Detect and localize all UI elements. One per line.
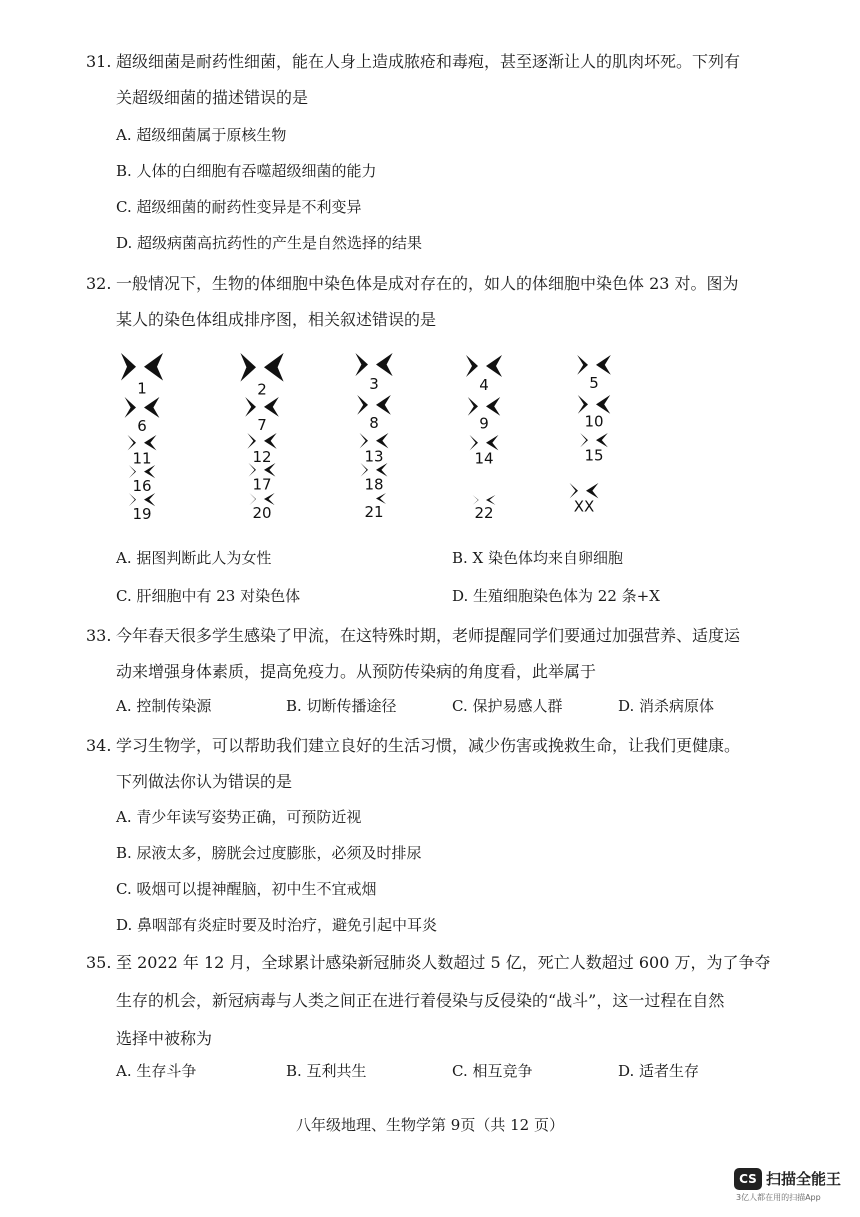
option-b: B. 互利共生 [286,1062,367,1080]
chromatid-right [596,355,611,375]
chromatid-left [577,355,588,375]
chromatid-left [578,395,588,414]
question-number: 34. [86,736,112,755]
chromosome-number-label: 22 [474,503,494,522]
question-stem: 生存的机会，新冠病毒与人类之间正在进行着侵染与反侵染的“战斗”，这一过程在自然 [116,991,725,1010]
question-stem: 下列做法你认为错误的是 [116,772,293,791]
option-b: B. X 染色体均来自卵细胞 [452,549,624,567]
chromosome-pair-5 [577,355,611,392]
chromatid-right [376,395,391,415]
chromosome-number-label: 11 [132,449,152,468]
question-stem: 学习生物学，可以帮助我们建立良好的生活习惯，减少伤害或挽救生命，让我们更健康。 [116,736,741,755]
option-d: D. 适者生存 [618,1062,700,1080]
chromatid-left [468,397,478,416]
chromosome-pair-2 [240,353,283,399]
question-stem: 某人的染色体组成排序图，相关叙述错误的是 [116,310,437,329]
option-a: A. 超级细菌属于原核生物 [116,126,287,144]
chromosome-number-label: 6 [137,416,147,435]
karyotype-figure [110,345,630,525]
chromatid-right [264,353,284,382]
chromatid-left [357,395,368,415]
question-number: 33. [86,626,112,645]
option-a: A. 生存斗争 [116,1062,197,1080]
chromatid-left [470,435,478,450]
chromatid-right [486,397,500,416]
chromosome-pair-15 [580,433,608,464]
chromosome-set [121,353,611,523]
chromosome-number-label: 4 [479,376,489,394]
chromatid-left [466,355,478,377]
chromosome-pair-19 [129,493,155,523]
chromosome-pair-1 [121,353,163,398]
option-d: D. 超级病菌高抗药性的产生是自然选择的结果 [116,234,423,252]
chromatid-right [264,397,279,417]
option-d: D. 生殖细胞染色体为 22 条+X [452,587,660,605]
scanner-watermark [734,1164,844,1208]
question-31 [86,44,786,116]
chromatid-left [240,353,256,382]
chromosome-number-label: 12 [252,447,272,466]
option-c: C. 吸烟可以提神醒脑，初中生不宜戒烟 [116,880,377,898]
chromatid-right [486,435,498,450]
chromosome-number-label: 16 [132,477,152,496]
question-stem: 超级细菌是耐药性细菌，能在人身上造成脓疮和毒疱，甚至逐渐让人的肌肉坏死。下列有 [116,52,741,71]
chromosome-number-label: XX [573,497,595,516]
question-stem: 动来增强身体素质，提高免疫力。从预防传染病的角度看，此举属于 [116,662,597,681]
chromosome-pair-6 [125,397,160,435]
chromosome-pair-3 [355,353,392,393]
chromosome-number-label: 7 [257,415,267,434]
chromosome-pair-17 [249,463,276,494]
question-number: 31. [86,52,112,71]
option-b: B. 尿液太多，膀胱会过度膨胀，必须及时排尿 [116,844,422,862]
option-b: B. 切断传播途径 [286,697,397,715]
chromosome-number-label: 1 [137,379,147,398]
chromatid-right [144,397,159,418]
chromosome-number-label: 19 [132,505,152,524]
chromosome-pair-9 [468,397,500,433]
chromosome-number-label: 3 [369,375,379,394]
option-c: C. 肝细胞中有 23 对染色体 [116,587,301,605]
chromosome-number-label: 9 [479,414,489,433]
chromatid-right [144,435,156,450]
chromatid-right [486,355,502,377]
page-footer: 八年级地理、生物学第 9页（共 12 页） [296,1116,564,1134]
chromosome-pair-20 [249,493,274,522]
chromosome-pair-12 [247,433,276,466]
chromosome-pair-8 [357,395,391,432]
question-33 [86,618,786,690]
chromatid-right [596,395,610,414]
question-stem: 关超级细菌的描述错误的是 [116,88,309,107]
question-number: 32. [86,274,112,293]
question-number: 35. [86,953,112,972]
chromatid-right [376,353,393,376]
chromatid-left [570,483,578,498]
option-a: A. 控制传染源 [116,697,212,715]
chromatid-right [376,433,388,448]
chromosome-number-label: 17 [252,475,272,494]
chromatid-left [355,353,368,376]
chromatid-right [264,433,277,449]
chromosome-pair-14 [470,435,499,467]
chromatid-right [596,433,608,447]
question-stem: 今年春天很多学生感染了甲流，在这特殊时期，老师提醒同学们要通过加强营养、适度运 [116,626,741,645]
question-stem: 选择中被称为 [116,1029,213,1048]
option-a: A. 青少年读写姿势正确，可预防近视 [116,808,362,826]
scanner-logo-icon: CS [734,1168,762,1190]
question-35 [86,944,786,1058]
chromosome-number-label: 8 [369,413,379,432]
option-c: C. 保护易感人群 [452,697,563,715]
question-34 [86,728,786,800]
chromosome-pair-18 [361,463,388,494]
chromatid-right [144,353,163,381]
chromatid-left [247,433,256,449]
chromatid-left [360,433,368,448]
chromosome-pair-16 [129,465,155,495]
chromosome-number-label: 20 [252,504,272,523]
chromosome-pair-xx [570,483,599,515]
chromosome-number-label: 14 [474,449,494,468]
chromosome-pair-13 [360,433,389,465]
scanner-tagline: 3亿人都在用的扫描App [736,1193,821,1202]
chromosome-number-label: 10 [584,412,604,431]
chromatid-left [128,435,136,450]
chromosome-pair-22 [473,495,496,522]
chromosome-number-label: 2 [257,380,267,399]
scanner-app-name: 扫描全能王 [766,1170,842,1188]
chromatid-left [121,353,136,381]
option-b: B. 人体的白细胞有吞噬超级细菌的能力 [116,162,377,180]
chromosome-number-label: 21 [364,503,384,521]
chromosome-pair-21 [362,493,386,521]
question-stem: 一般情况下，生物的体细胞中染色体是成对存在的，如人的体细胞中染色体 23 对。图为 [116,274,739,293]
option-d: D. 鼻咽部有炎症时要及时治疗，避免引起中耳炎 [116,916,438,934]
chromosome-pair-11 [128,435,157,467]
chromosome-pair-7 [245,397,279,434]
chromosome-number-label: 13 [364,447,384,466]
question-32 [86,266,786,338]
chromosome-pair-4 [466,355,502,394]
chromosome-number-label: 18 [364,475,384,494]
option-a: A. 据图判断此人为女性 [116,549,272,567]
chromatid-left [125,397,136,418]
chromosome-number-label: 15 [584,446,604,465]
option-c: C. 相互竞争 [452,1062,533,1080]
question-stem: 至 2022 年 12 月，全球累计感染新冠肺炎人数超过 5 亿，死亡人数超过 600 万，为了争夺 [116,953,771,972]
chromosome-pair-10 [578,395,610,431]
option-c: C. 超级细菌的耐药性变异是不利变异 [116,198,362,216]
option-d: D. 消杀病原体 [618,697,715,715]
chromosome-number-label: 5 [589,373,599,392]
chromatid-left [580,433,588,447]
chromatid-right [586,483,598,498]
chromatid-left [245,397,256,417]
